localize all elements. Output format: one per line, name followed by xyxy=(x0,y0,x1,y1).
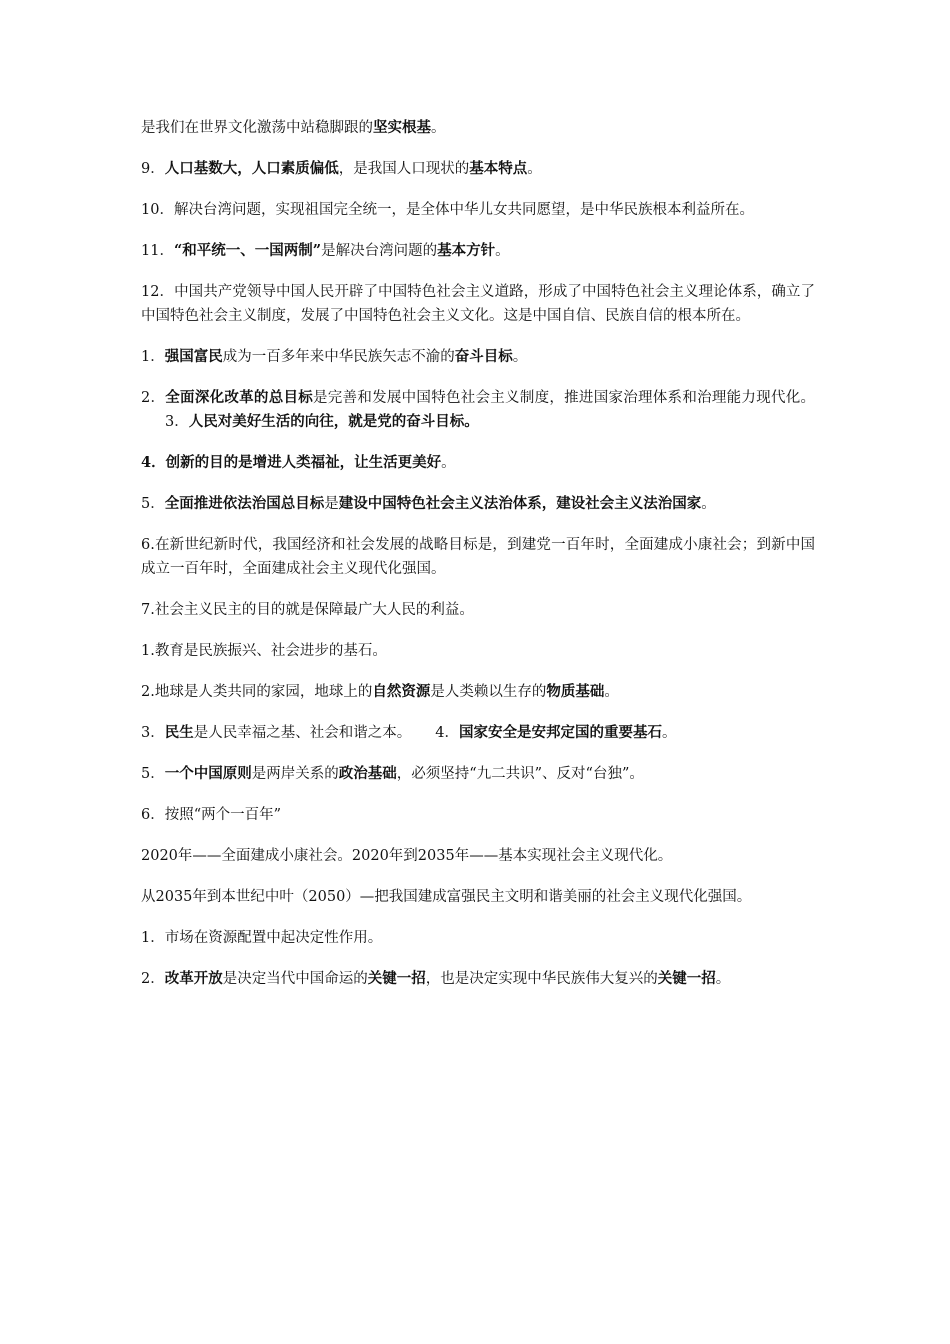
paragraph: 是我们在世界文化激荡中站稳脚跟的坚实根基。 xyxy=(141,119,446,136)
item-6-goals: 6.在新世纪新时代，我国经济和社会发展的战略目标是，到建党一百年时，全面建成小康社会；到新中国成立一百年时，全面建成社会主义现代化强国。 xyxy=(141,537,815,577)
item-6-basis: 6．按照“两个一百年” xyxy=(141,807,282,823)
item-3-4-basis: 3．民生是人民幸福之基、社会和谐之本。 4．国家安全是安邦定国的重要基石。 xyxy=(141,724,677,741)
item-1-basis: 1.教育是民族振兴、社会进步的基石。 xyxy=(141,643,387,659)
item-1-goals: 1．强国富民成为一百多年来中华民族矢志不渝的奋斗目标。 xyxy=(141,348,528,365)
item-2-essence: 2．改革开放是决定当代中国命运的关键一招，也是决定实现中华民族伟大复兴的关键一招。 xyxy=(141,970,731,987)
item-5-goals: 5．全面推进依法治国总目标是建设中国特色社会主义法治体系，建设社会主义法治国家。 xyxy=(141,495,716,512)
item-11: 11．“和平统一、一国两制”是解决台湾问题的基本方针。 xyxy=(141,242,510,259)
item-5-basis: 5．一个中国原则是两岸关系的政治基础，必须坚持“九二共识”、反对“台独”。 xyxy=(141,765,644,782)
timeline-2035-2050: 从2035年到本世纪中叶（2050）—把我国建成富强民主文明和谐美丽的社会主义现代化强国。 xyxy=(141,889,752,905)
item-12: 12．中国共产党领导中国人民开辟了中国特色社会主义道路，形成了中国特色社会主义理论体系，确立了中国特色社会主义制度，发展了中国特色社会主义文化。这是中国自信、民族自信的根本所在。 xyxy=(141,284,815,324)
item-4-goals: 4．创新的目的是增进人类福祉，让生活更美好。 xyxy=(141,454,456,471)
item-10: 10．解决台湾问题，实现祖国完全统一，是全体中华儿女共同愿望，是中华民族根本利益所在。 xyxy=(141,202,754,218)
timeline-2020-2035: 2020年——全面建成小康社会。2020年到2035年——基本实现社会主义现代化。 xyxy=(141,848,673,864)
item-2-3-goals: 2．全面深化改革的总目标是完善和发展中国特色社会主义制度，推进国家治理体系和治理能力现代化。3．人民对美好生活的向往，就是党的奋斗目标。 xyxy=(141,389,816,430)
item-9: 9．人口基数大，人口素质偏低，是我国人口现状的基本特点。 xyxy=(141,160,542,177)
item-2-basis: 2.地球是人类共同的家园，地球上的自然资源是人类赖以生存的物质基础。 xyxy=(141,683,619,700)
item-7-goals: 7.社会主义民主的目的就是保障最广大人民的利益。 xyxy=(141,602,474,618)
item-1-essence: 1．市场在资源配置中起决定性作用。 xyxy=(141,930,383,946)
